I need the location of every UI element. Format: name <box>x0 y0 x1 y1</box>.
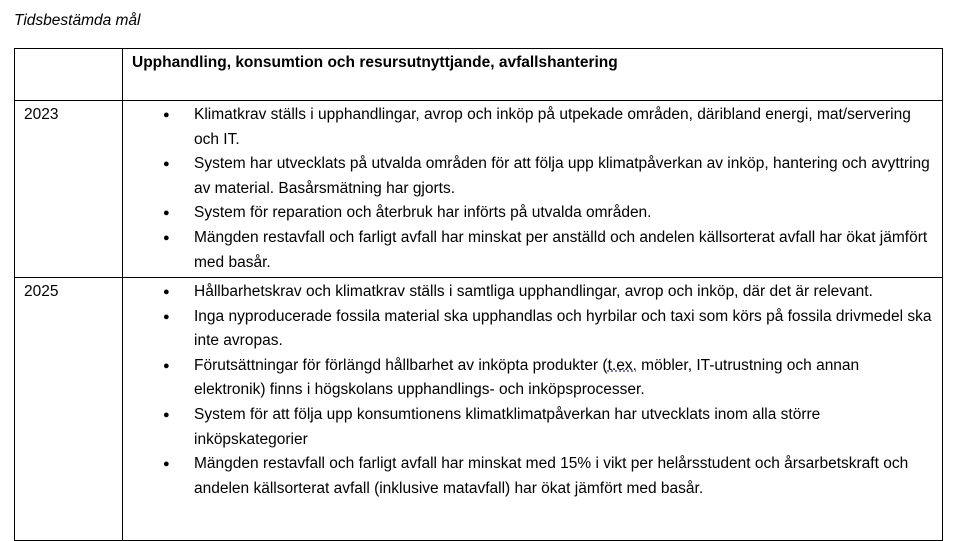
list-item: ● Inga nyproducerade fossila material ska upphandlas och hyrbilar och taxi som körs på fossila drivmedel ska inte avropas. <box>123 305 934 354</box>
header-year-cell <box>15 49 123 101</box>
header-title-cell: Upphandling, konsumtion och resursutnyttjande, avfallshantering <box>123 49 943 101</box>
abbreviation-text: t.ex. <box>607 356 637 374</box>
list-item: ● Klimatkrav ställs i upphandlingar, avrop och inköp på utpekade områden, däribland energi, mat/servering och IT. <box>123 103 934 152</box>
year-cell: 2025 <box>15 278 123 541</box>
list-item: ● Mängden restavfall och farligt avfall har minskat med 15% i vikt per helårsstudent och årsarbetskraft och andelen källsorterat avfall (inklusive matavfall) har ökat jämfört med basår. <box>123 452 934 501</box>
list-item-text: möbler, IT-utrustning och annan elektronik) finns i högskolans upphandlings- och inköpsprocesser. <box>194 356 860 399</box>
goal-list <box>123 280 934 501</box>
goals-table <box>14 48 943 541</box>
table-row <box>15 278 943 541</box>
goals-cell <box>123 101 943 278</box>
goals-cell <box>123 278 943 541</box>
goal-list <box>123 103 934 275</box>
table-row <box>15 101 943 278</box>
year-cell: 2023 <box>15 101 123 278</box>
list-item: ● System har utvecklats på utvalda områden för att följa upp klimatpåverkan av inköp, hantering och avyttring av material. Basårsmätning har gjorts. <box>123 152 934 201</box>
list-item: ● System för att följa upp konsumtionens klimatklimatpåverkan har utvecklats inom alla större inköpskategorier <box>123 403 934 452</box>
list-item: ● System för reparation och återbruk har införts på utvalda områden. <box>123 201 934 226</box>
list-item: ● Hållbarhetskrav och klimatkrav ställs i samtliga upphandlingar, avrop och inköp, där det är relevant. <box>123 280 934 305</box>
list-item-text: Förutsättningar för förlängd hållbarhet av inköpta produkter ( <box>194 356 608 374</box>
section-heading: Tidsbestämda mål <box>14 12 141 29</box>
list-item: ● Mängden restavfall och farligt avfall har minskat per anställd och andelen källsorterat avfall har ökat jämfört med basår. <box>123 226 934 275</box>
list-item <box>123 354 934 403</box>
table-header-row <box>15 49 943 101</box>
